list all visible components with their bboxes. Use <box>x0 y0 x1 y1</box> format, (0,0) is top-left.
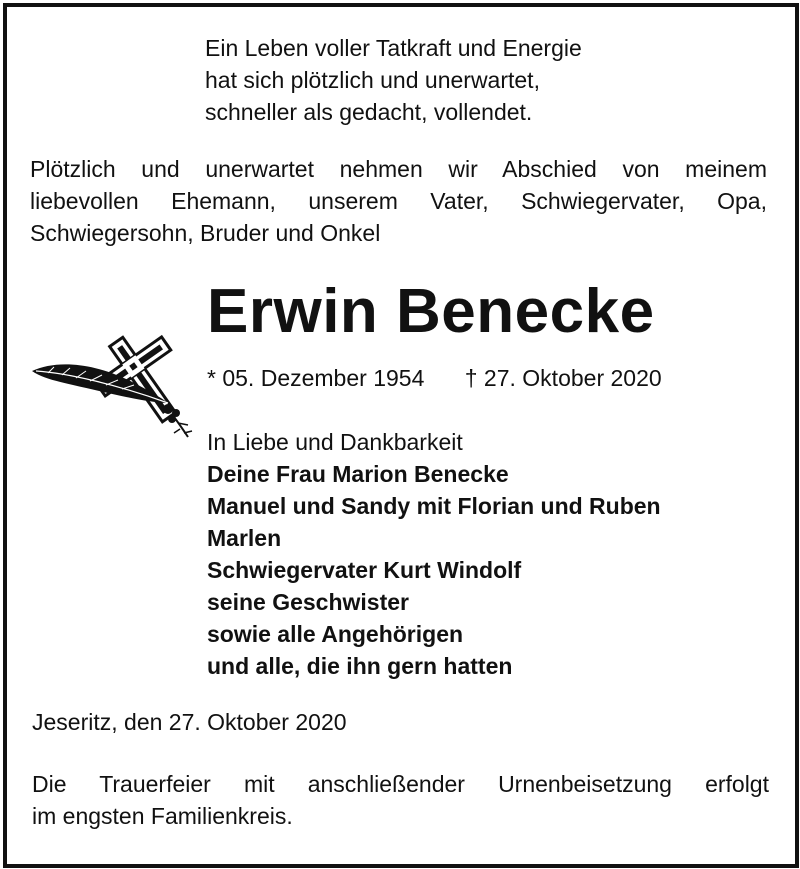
intro-line: Schwiegersohn, Bruder und Onkel <box>30 220 381 246</box>
death-date: † 27. Oktober 2020 <box>464 365 662 391</box>
place-and-date: Jeseritz, den 27. Oktober 2020 <box>32 709 347 735</box>
mourner-entry: Schwiegervater Kurt Windolf <box>207 557 522 583</box>
life-dates <box>207 362 662 394</box>
poem-line: schneller als gedacht, vollendet. <box>205 99 533 125</box>
mourner-entry: sowie alle Angehörigen <box>207 621 464 647</box>
flower-icon <box>163 404 192 437</box>
birth-date: * 05. Dezember 1954 <box>207 365 425 391</box>
mourners-heading: In Liebe und Dankbarkeit <box>207 429 463 455</box>
poem-line: hat sich plötzlich und unerwartet, <box>205 67 540 93</box>
mourners-list <box>207 426 661 682</box>
mourner-entry: Deine Frau Marion Benecke <box>207 461 509 487</box>
mourner-entry: seine Geschwister <box>207 589 409 615</box>
funeral-notice-line: im engsten Familienkreis. <box>32 803 293 829</box>
funeral-notice-line: Die Trauerfeier mit anschließender Urnenbeisetzung erfolgt <box>32 771 769 797</box>
poem-line: Ein Leben voller Tatkraft und Energie <box>205 35 582 61</box>
mourner-entry: Marlen <box>207 525 282 551</box>
deceased-name: Erwin Benecke <box>207 277 655 346</box>
poem-verse <box>205 32 582 128</box>
mourner-entry: Manuel und Sandy mit Florian und Ruben <box>207 493 661 519</box>
intro-line: liebevollen Ehemann, unserem Vater, Schwiegervater, Opa, <box>30 188 767 214</box>
cross-and-feather-icon <box>28 333 198 443</box>
mourner-entry: und alle, die ihn gern hatten <box>207 653 513 679</box>
intro-line: Plötzlich und unerwartet nehmen wir Abschied von meinem <box>30 156 767 182</box>
intro-paragraph <box>30 153 767 249</box>
funeral-notice <box>32 768 769 832</box>
